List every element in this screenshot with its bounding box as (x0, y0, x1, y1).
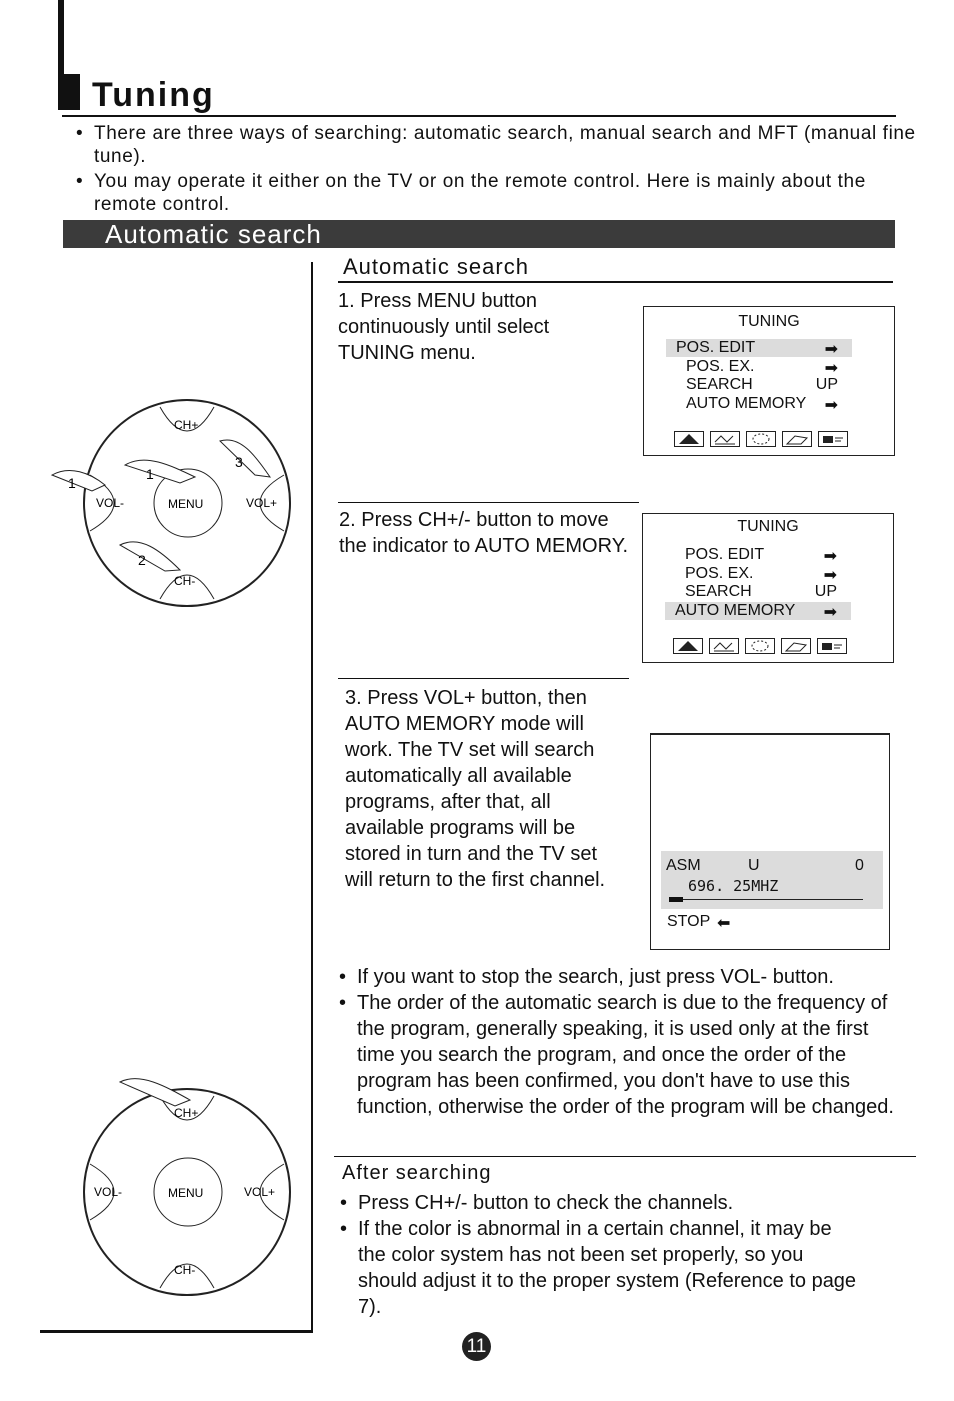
section-bar (63, 220, 895, 248)
ch-plus-label: CH+ (174, 1106, 199, 1120)
timer-icon (745, 638, 775, 654)
menu-row-pos-ex: POS. EX. ➡ (685, 565, 837, 584)
callout-3: 3 (235, 454, 243, 470)
title-marker (62, 74, 80, 110)
picture-icon (674, 431, 704, 447)
menu-row-auto-memory: AUTO MEMORY ➡ (665, 602, 851, 620)
menu-row-auto-memory: AUTO MEMORY ➡ (686, 395, 838, 414)
menu-title: TUNING (738, 313, 800, 330)
bullet-icon: • (340, 1192, 348, 1214)
tuning-menu-1 (643, 306, 895, 456)
menu-row-search: SEARCH UP (685, 583, 837, 600)
remote-diagram-2 (80, 1070, 295, 1305)
asm-band: U (748, 857, 760, 874)
menu-row-pos-edit: POS. EDIT ➡ (685, 546, 837, 565)
progress-fill (669, 897, 683, 902)
menu-row-pos-ex: POS. EX. ➡ (686, 358, 838, 377)
subsection-title: Automatic search (343, 254, 529, 279)
vol-plus-label: VOL+ (244, 1185, 276, 1199)
arrow-right-icon: ➡ (823, 548, 837, 565)
bottom-rule (40, 1330, 313, 1333)
vol-minus-label: VOL- (96, 496, 125, 510)
tuning-icon (818, 431, 848, 447)
page-number: 11 (462, 1332, 491, 1361)
menu-label: MENU (168, 1186, 204, 1200)
bullet-icon: • (76, 123, 84, 144)
arrow-right-icon: ➡ (823, 567, 837, 584)
title-rule (62, 115, 896, 117)
arrow-right-icon: ➡ (824, 397, 838, 414)
setup-icon (781, 638, 811, 654)
step-rule (338, 678, 629, 679)
menu-icon-strip (673, 638, 847, 654)
arrow-right-icon: ➡ (823, 604, 837, 621)
asm-frequency: 696. 25MHZ (688, 877, 779, 895)
tuning-icon (817, 638, 847, 654)
picture-icon (673, 638, 703, 654)
ch-plus-label: CH+ (174, 418, 199, 432)
step-2-text: 2. Press CH+/- button to move the indicator to AUTO MEMORY. (339, 509, 629, 557)
tuning-menu-2 (642, 513, 894, 663)
arrow-right-icon: ➡ (824, 360, 838, 377)
remote-diagram-1 (50, 395, 295, 615)
sound-icon (710, 431, 740, 447)
asm-panel (661, 851, 883, 909)
ch-minus-label: CH- (174, 1263, 196, 1277)
timer-icon (746, 431, 776, 447)
asm-label: ASM (666, 857, 701, 874)
note-item: • The order of the automatic search is due to the frequency of the program, generally speaking, it is used only at the first time you search the program, and once the order of the program has been confirmed, you don't have to use this function, otherwise the order of the program will be changed. (339, 992, 894, 1118)
sound-icon (709, 638, 739, 654)
bullet-icon: • (340, 1218, 348, 1240)
step-rule (338, 502, 639, 503)
setup-icon (782, 431, 812, 447)
callout-2: 2 (138, 552, 146, 568)
after-rule (334, 1156, 916, 1157)
column-divider (311, 262, 313, 1332)
step-1-text: 1. Press MENU button continuously until select TUNING menu. (338, 290, 550, 364)
intro-item: • There are three ways of searching: automatic search, manual search and MFT (manual fine tune). (76, 123, 916, 167)
menu-label: MENU (168, 497, 204, 511)
progress-track (669, 899, 863, 900)
subsection-rule (338, 281, 893, 283)
bullet-icon: • (76, 171, 84, 192)
bullet-icon: • (339, 966, 347, 988)
after-item: • Press CH+/- button to check the channels. (340, 1192, 734, 1214)
stop-label: STOP (667, 913, 711, 930)
intro-item: • You may operate it either on the TV or on the remote control. Here is mainly about the remote control. (76, 171, 866, 215)
ch-minus-label: CH- (174, 574, 196, 588)
after-title: After searching (342, 1162, 492, 1184)
arrow-left-icon: ⬅ (717, 915, 731, 932)
page-title: Tuning (92, 76, 215, 114)
vol-plus-label: VOL+ (246, 496, 278, 510)
section-title: Automatic search (105, 219, 322, 249)
bullet-icon: • (339, 992, 347, 1014)
menu-row-search: SEARCH UP (686, 376, 838, 393)
after-item: • If the color is abnormal in a certain channel, it may be the color system has not been set properly, so you should adjust it to the proper system (Reference to page 7). (340, 1218, 857, 1318)
note-item: • If you want to stop the search, just press VOL- button. (339, 966, 834, 988)
asm-screen (650, 733, 890, 950)
vol-minus-label: VOL- (94, 1185, 123, 1199)
step-3-text: 3. Press VOL+ button, then AUTO MEMORY mode will work. The TV set will search automatically all available programs, after that, all available programs will be stored in turn and the TV set will return to the first channel. (345, 687, 606, 891)
menu-title: TUNING (737, 518, 799, 535)
callout-1: 1 (68, 475, 76, 491)
menu-row-pos-edit: POS. EDIT ➡ (666, 339, 852, 357)
asm-count: 0 (855, 857, 864, 874)
arrow-right-icon: ➡ (824, 341, 838, 358)
callout-1b: 1 (146, 466, 154, 482)
menu-icon-strip (674, 431, 848, 447)
